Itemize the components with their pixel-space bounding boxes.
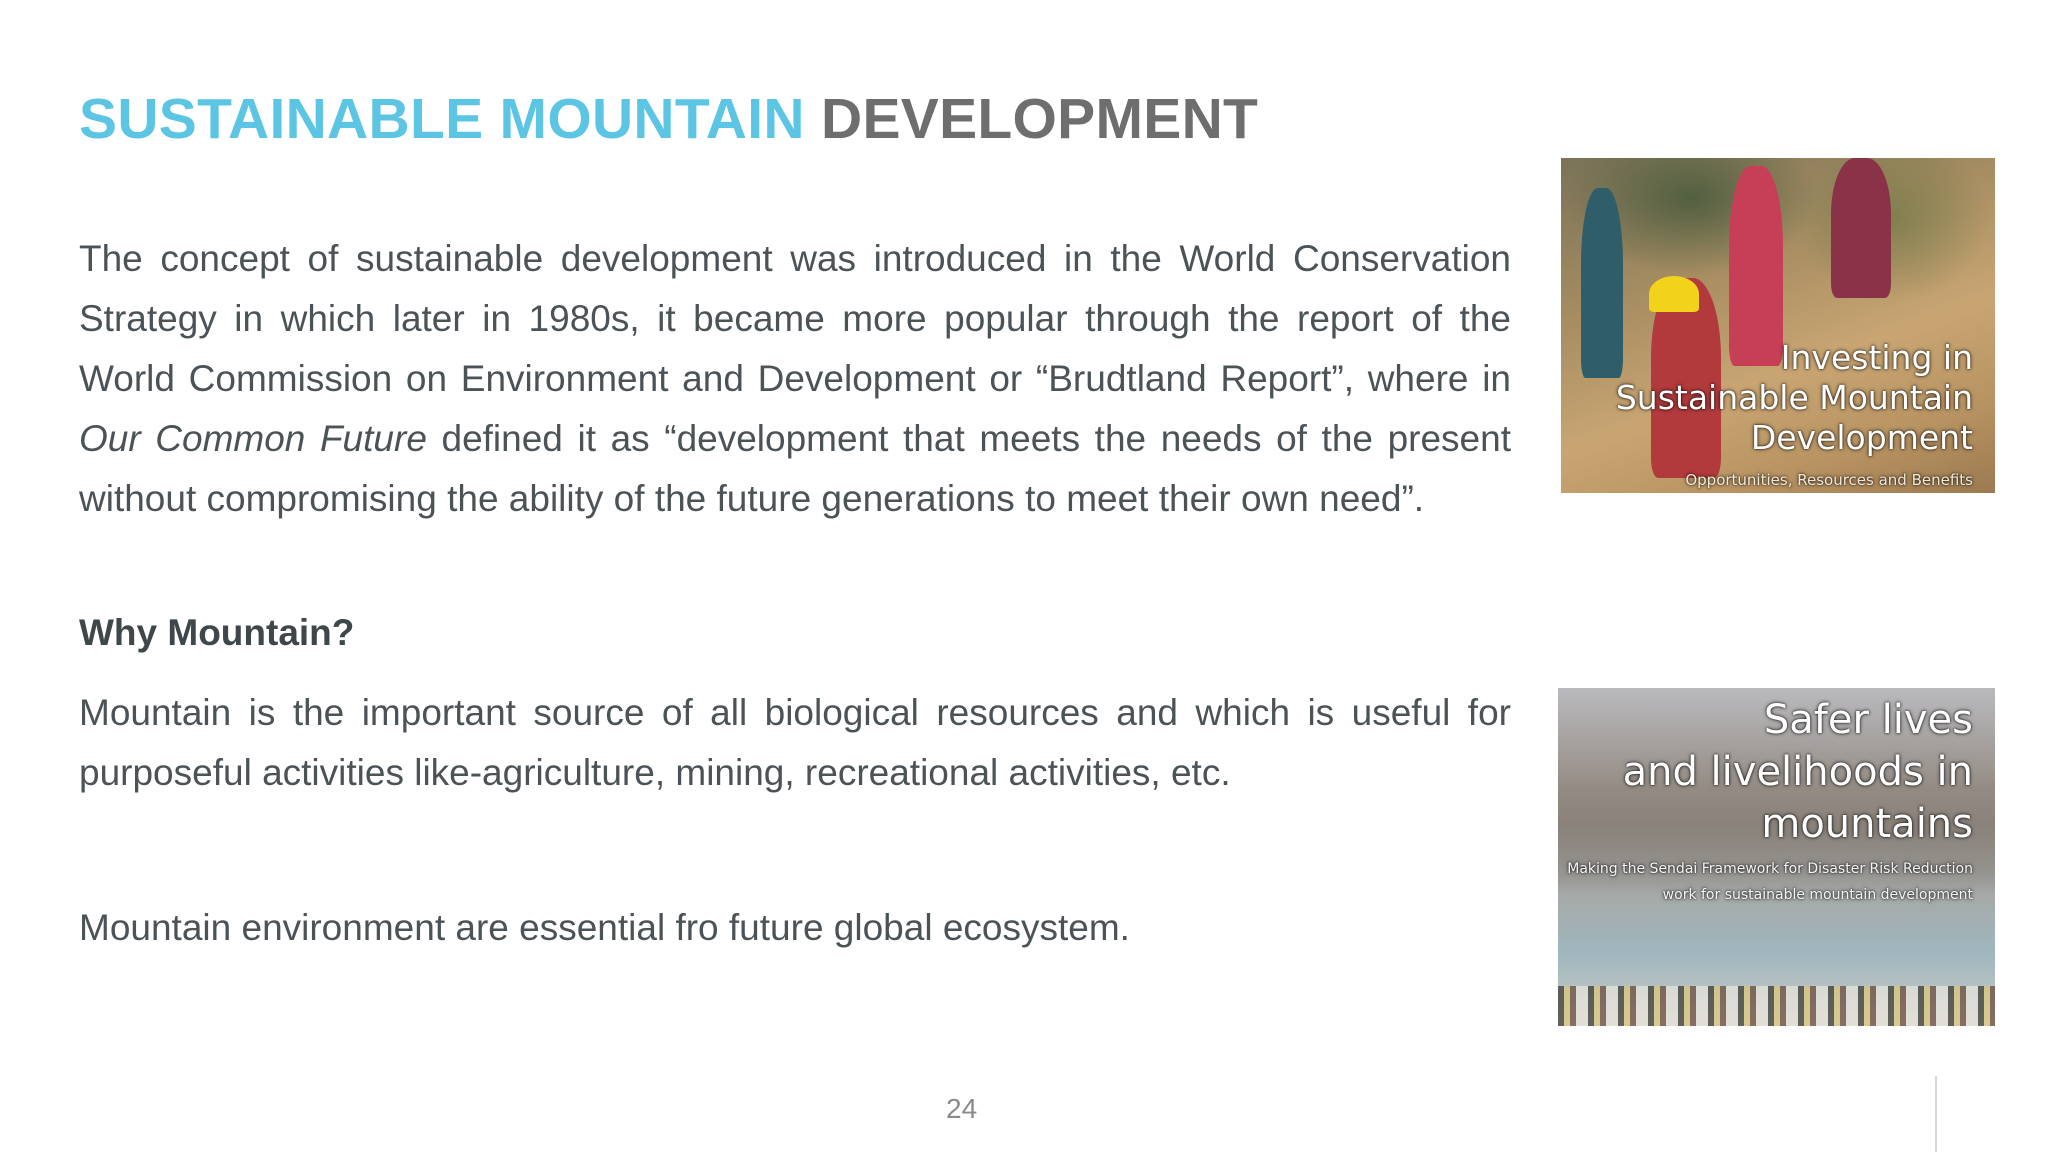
helmet-icon [1649,276,1699,312]
image1-title-line1: Investing in [1780,338,1973,377]
image2-title-line2: and livelihoods in [1622,749,1973,795]
paragraph-definition-italic: Our Common Future [79,418,427,459]
image1-title-line2: Sustainable Mountain [1615,378,1973,417]
worker-figure [1729,166,1783,366]
worker-figure [1831,158,1891,298]
image2-subtitle-line1: Making the Sendai Framework for Disaster Risk Reduction [1567,861,1973,877]
image1-title-line3: Development [1750,418,1973,457]
safer-lives-image [1558,688,1995,1026]
footer-divider [1935,1076,1937,1152]
slide-title-accent: SUSTAINABLE MOUNTAIN [79,87,805,151]
image1-title [1616,338,1973,458]
paragraph-mountain-source: Mountain is the important source of all biological resources and which is useful for purposeful activities like-agriculture, mining, recreational activities, etc. [79,692,1511,793]
paragraph-definition-part1: The concept of sustainable development was introduced in the World Conservation Strategy in which later in 1980s, it became more popular through the report of the World Commission on Environment and Development or “Brudtland Report”, where in [79,238,1511,399]
investing-mountain-image [1561,158,1995,493]
slide-title-rest: DEVELOPMENT [821,87,1259,151]
paragraph-definition [79,229,1511,529]
page-number: 24 [946,1093,978,1124]
image2-subtitle [1567,856,1973,908]
image2-title [1623,694,1973,850]
crowd-strip [1558,986,1995,1026]
subheading-why-mountain: Why Mountain? [79,612,355,653]
image1-subtitle: Opportunities, Resources and Benefits [1685,471,1973,489]
paragraph-definition-part2: defined it as “development that meets the needs of the present without compromising the ability of the future generations to meet their own need”. [79,418,1511,519]
image2-title-line3: mountains [1761,801,1973,847]
slide-title [79,86,1258,152]
image2-title-line1: Safer lives [1763,697,1973,743]
paragraph-mountain-environment: Mountain environment are essential fro future global ecosystem. [79,907,1130,948]
image2-subtitle-line2: work for sustainable mountain development [1662,887,1973,903]
